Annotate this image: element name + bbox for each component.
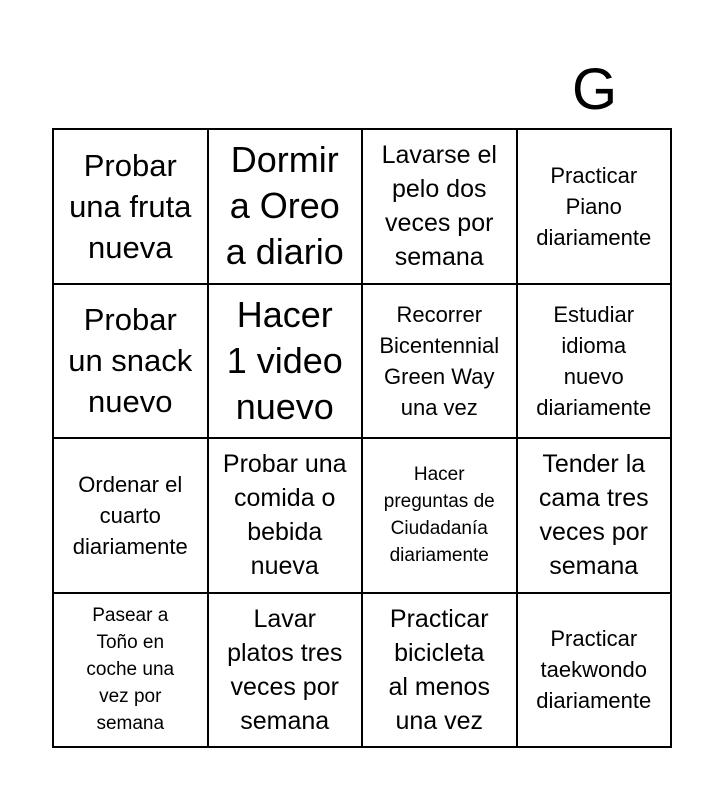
cell-text: Hacer 1 video nuevo	[226, 293, 343, 427]
bingo-cell[interactable]	[209, 439, 364, 594]
cell-text: Probar una fruta nueva	[69, 147, 192, 265]
cell-text: Tender la cama tres veces por semana	[538, 450, 649, 581]
cell-text: Practicar bicicleta al menos una vez	[388, 604, 490, 735]
cell-text: Ordenar el cuarto diariamente	[72, 471, 188, 559]
bingo-cell[interactable]	[54, 594, 209, 749]
bingo-board	[52, 128, 672, 748]
bingo-cell[interactable]	[363, 439, 518, 594]
bingo-cell[interactable]	[363, 594, 518, 749]
cell-text: Hacer preguntas de Ciudadanía diariamente	[383, 464, 495, 567]
cell-text: Probar una comida o bebida nueva	[222, 450, 347, 581]
cell-text: Practicar Piano diariamente	[536, 162, 652, 250]
cell-text: Practicar taekwondo diariamente	[536, 626, 652, 714]
bingo-cell[interactable]	[363, 130, 518, 285]
bingo-cell[interactable]	[518, 439, 673, 594]
bingo-cell[interactable]	[518, 130, 673, 285]
cell-text: Recorrer Bicentennial Green Way una vez	[379, 301, 500, 420]
bingo-cell[interactable]	[518, 594, 673, 749]
cell-text: Lavarse el pelo dos veces por semana	[381, 141, 497, 272]
header-letter	[207, 52, 362, 128]
bingo-cell[interactable]	[54, 130, 209, 285]
bingo-cell[interactable]	[209, 130, 364, 285]
bingo-cell[interactable]	[363, 285, 518, 440]
cell-text: Probar un snack nuevo	[68, 302, 193, 420]
bingo-header	[52, 52, 672, 128]
header-letter	[362, 52, 517, 128]
cell-text: Dormir a Oreo a diario	[225, 139, 344, 273]
bingo-cell[interactable]	[54, 439, 209, 594]
cell-text: Lavar platos tres veces por semana	[227, 604, 343, 735]
header-letter-g: G	[571, 57, 618, 122]
bingo-cell[interactable]	[209, 594, 364, 749]
header-letter	[52, 52, 207, 128]
cell-text: Pasear a Toño en coche una vez por semana	[86, 605, 175, 735]
bingo-cell[interactable]	[209, 285, 364, 440]
bingo-cell[interactable]	[518, 285, 673, 440]
bingo-cell[interactable]	[54, 285, 209, 440]
cell-text: Estudiar idioma nuevo diariamente	[536, 301, 652, 420]
